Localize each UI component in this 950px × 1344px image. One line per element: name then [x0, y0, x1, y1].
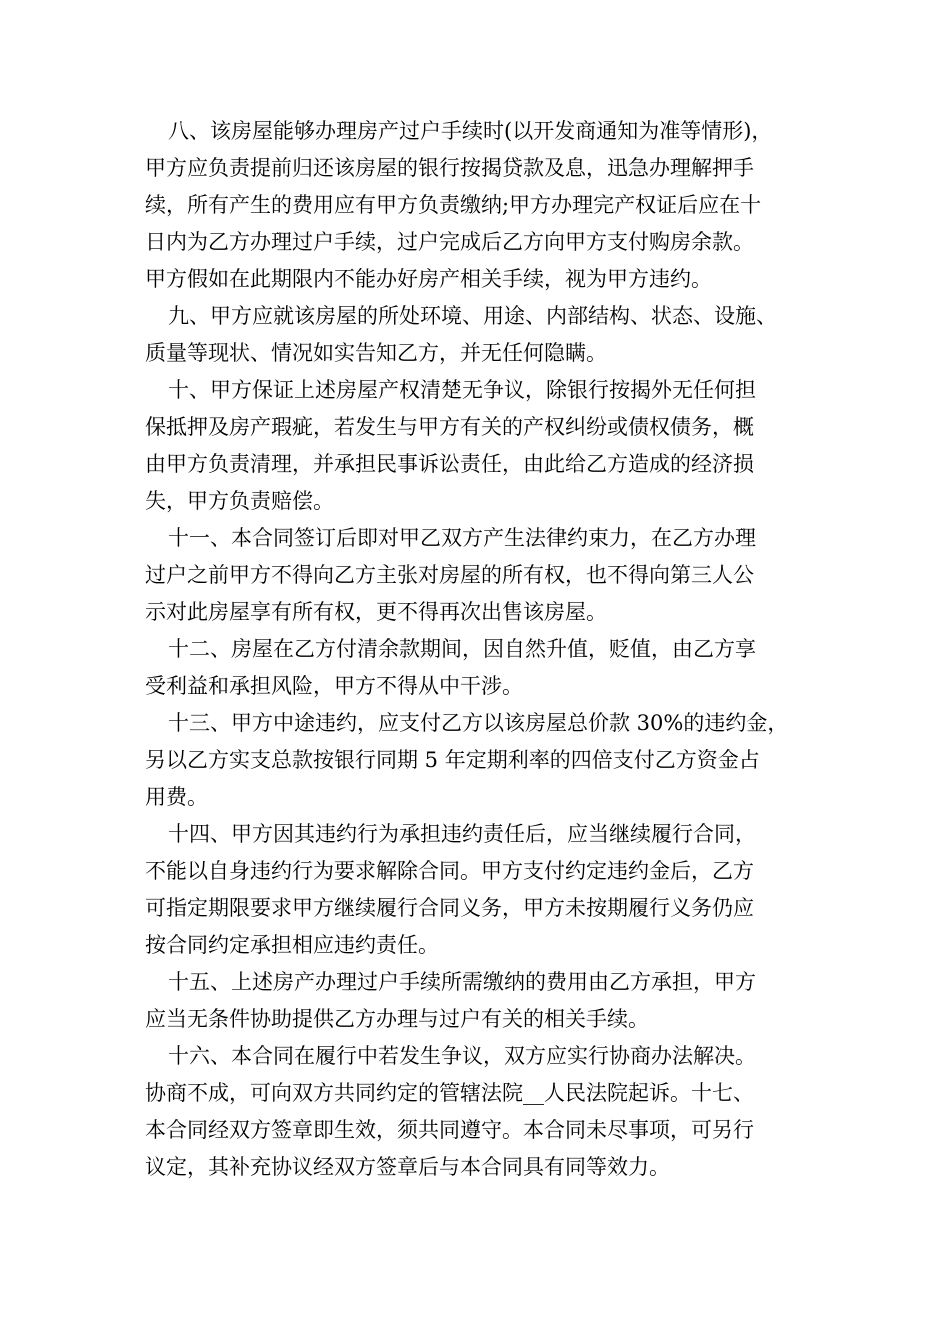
text-line: 九、甲方应就该房屋的所处环境、用途、内部结构、状态、设施、: [168, 304, 777, 328]
contract-body: [145, 113, 810, 1186]
text-line: 不能以自身违约行为要求解除合同。甲方支付约定违约金后，乙方: [145, 859, 754, 883]
text-line: 议定，其补充协议经双方签章后与本合同具有同等效力。: [145, 1155, 670, 1179]
text-line: 八、该房屋能够办理房产过户手续时(以开发商通知为准等情形)，: [168, 119, 773, 143]
text-line: 应当无条件协助提供乙方办理与过户有关的相关手续。: [145, 1007, 649, 1031]
text-line: 十一、本合同签订后即对甲乙双方产生法律约束力，在乙方办理: [168, 526, 756, 550]
text-line: 十四、甲方因其违约行为承担违约责任后，应当继续履行合同，: [168, 822, 756, 846]
text-line: 十、甲方保证上述房屋产权清楚无争议，除银行按揭外无任何担: [168, 378, 756, 402]
clause-8: [145, 113, 810, 298]
text-line: 保抵押及房产瑕疵，若发生与甲方有关的产权纠纷或债权债务，概: [145, 415, 754, 439]
clause-16-17: [145, 1038, 810, 1186]
clause-12: [145, 631, 810, 705]
clause-14: [145, 816, 810, 964]
text-line: 甲方假如在此期限内不能办好房产相关手续，视为甲方违约。: [145, 267, 712, 291]
text-line: 十二、房屋在乙方付清余款期间，因自然升值，贬值，由乙方享: [168, 637, 756, 661]
text-line: 失，甲方负责赔偿。: [145, 489, 334, 513]
clause-9: [145, 298, 810, 372]
text-line: 按合同约定承担相应违约责任。: [145, 933, 439, 957]
text-line: 另以乙方实支总款按银行同期 5 年定期利率的四倍支付乙方资金占: [145, 748, 760, 772]
text-line: 十三、甲方中途违约，应支付乙方以该房屋总价款 30%的违约金，: [168, 711, 789, 735]
text-line: 十六、本合同在履行中若发生争议，双方应实行协商办法解决。: [168, 1044, 756, 1068]
clause-11: [145, 520, 810, 631]
clause-10: [145, 372, 810, 520]
text-line: 续，所有产生的费用应有甲方负责缴纳;甲方办理完产权证后应在十: [145, 193, 762, 217]
text-line: 受利益和承担风险，甲方不得从中干涉。: [145, 674, 523, 698]
text-line: 十五、上述房产办理过户手续所需缴纳的费用由乙方承担，甲方: [168, 970, 756, 994]
text-line: 协商不成，可向双方共同约定的管辖法院__人民法院起诉。十七、: [145, 1081, 754, 1105]
text-line: 质量等现状、情况如实告知乙方，并无任何隐瞒。: [145, 341, 607, 365]
text-line: 可指定期限要求甲方继续履行合同义务，甲方未按期履行义务仍应: [145, 896, 754, 920]
text-line: 用费。: [145, 785, 208, 809]
text-line: 由甲方负责清理，并承担民事诉讼责任，由此给乙方造成的经济损: [145, 452, 754, 476]
text-line: 示对此房屋享有所有权，更不得再次出售该房屋。: [145, 600, 607, 624]
text-line: 本合同经双方签章即生效，须共同遵守。本合同未尽事项，可另行: [145, 1118, 754, 1142]
clause-13: [145, 705, 810, 816]
text-line: 日内为乙方办理过户手续，过户完成后乙方向甲方支付购房余款。: [145, 230, 754, 254]
text-line: 过户之前甲方不得向乙方主张对房屋的所有权，也不得向第三人公: [145, 563, 754, 587]
text-line: 甲方应负责提前归还该房屋的银行按揭贷款及息，迅急办理解押手: [145, 156, 754, 180]
clause-15: [145, 964, 810, 1038]
